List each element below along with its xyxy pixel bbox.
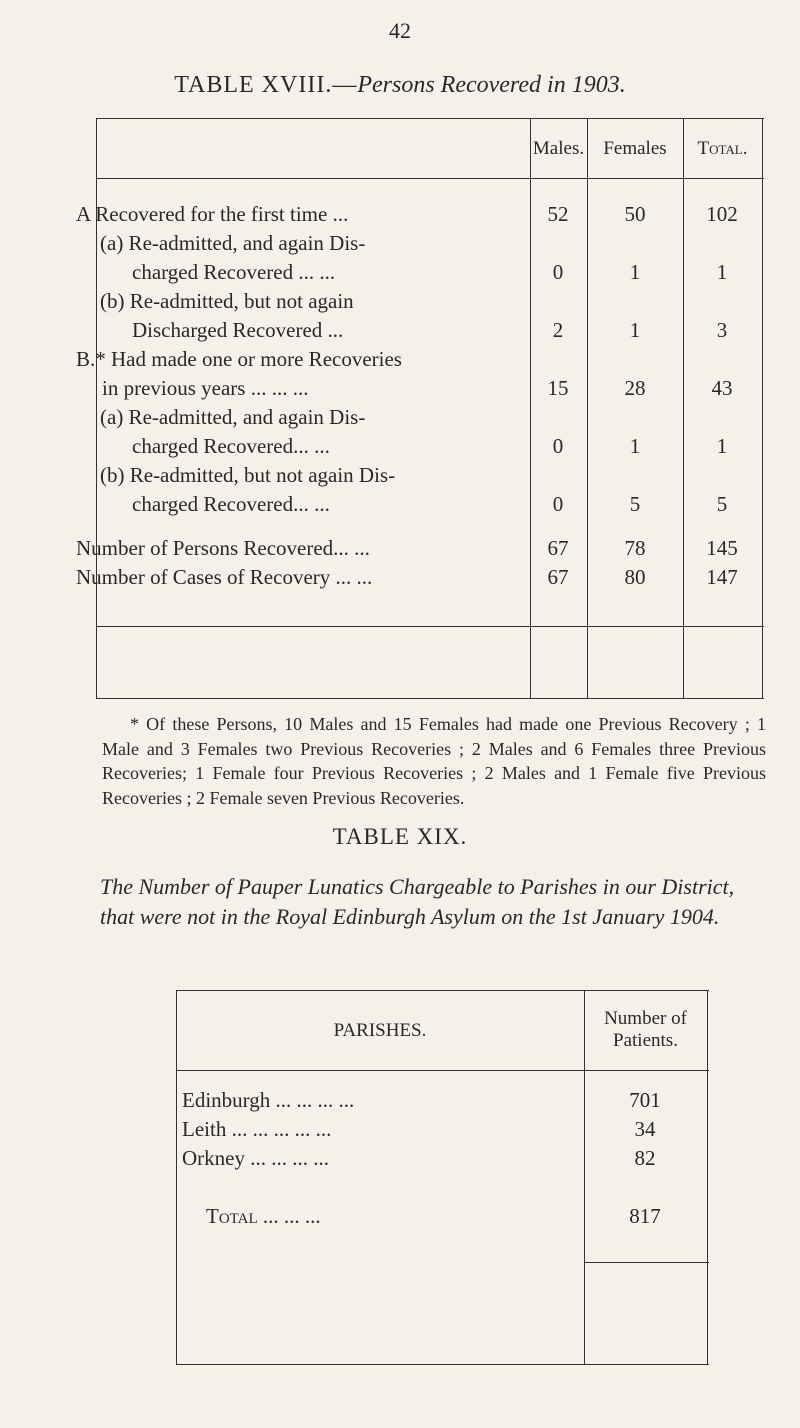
row-label: (b) Re-admitted, but not again Dis- — [100, 463, 396, 487]
total-label: Total ... ... ... — [206, 1204, 321, 1228]
page-number: 42 — [389, 18, 411, 43]
header-patients-line2: Patients. — [613, 1030, 678, 1051]
header-patients-line1: Number of — [604, 1008, 687, 1029]
cell-total: 147 — [706, 565, 738, 589]
parish-label: Leith ... ... ... ... ... — [182, 1117, 332, 1141]
cell-females: 50 — [624, 202, 646, 226]
cell-females: 1 — [629, 318, 641, 342]
cell-total: 102 — [706, 202, 738, 226]
header-females: Females — [603, 138, 667, 159]
cell-males: 15 — [547, 376, 569, 400]
row-label: charged Recovered... ... — [132, 492, 330, 516]
cell-males: 52 — [547, 202, 569, 226]
table-18-subtotal-rule — [96, 626, 764, 627]
cell-females: 28 — [624, 376, 646, 400]
cell-total: 43 — [711, 376, 733, 400]
table-19-title: TABLE XIX. — [332, 824, 468, 849]
table-18-col-rule-4 — [683, 118, 684, 698]
cell-males: 0 — [552, 492, 564, 516]
cell-patients: 34 — [634, 1117, 656, 1141]
table-18-header-rule — [96, 178, 764, 179]
table-19-col-rule-3 — [707, 990, 708, 1364]
row-label: Discharged Recovered ... — [132, 318, 344, 342]
table-19-top-rule — [176, 990, 709, 991]
cell-females: 5 — [629, 492, 641, 516]
cell-patients: 701 — [629, 1088, 661, 1112]
cell-females: 78 — [624, 536, 646, 560]
cell-males: 0 — [552, 434, 564, 458]
table-18 — [76, 118, 764, 703]
table-18-title-prefix: TABLE XVIII.— — [174, 72, 358, 98]
cell-males: 67 — [547, 565, 569, 589]
table-18-title-subject: Persons Recovered in 1903. — [357, 72, 626, 98]
parish-label: Edinburgh ... ... ... ... — [182, 1088, 355, 1112]
footnote-text: * Of these Persons, 10 Males and 15 Females had made one Previous Recovery ; 1 Male and 3 Females two Previous Recoveries ; 2 Males and 6 Females three Previous Recoveries; 1 Female four Previous Recoveries ; 2 Males and 1 Female five Previous Recoveries ; 2 Female seven Previous Recoveries. — [102, 714, 766, 808]
cell-total: 1 — [716, 260, 728, 284]
row-label: Number of Persons Recovered... ... — [76, 536, 370, 560]
row-label: charged Recovered... ... — [132, 434, 330, 458]
row-label: (a) Re-admitted, and again Dis- — [100, 231, 366, 255]
row-label: A Recovered for the first time ... — [76, 202, 349, 226]
parish-label: Orkney ... ... ... ... — [182, 1146, 329, 1170]
cell-patients: 82 — [634, 1146, 656, 1170]
row-label: in previous years ... ... ... — [102, 376, 309, 400]
row-label: (a) Re-admitted, and again Dis- — [100, 405, 366, 429]
table-19-col-rule-1 — [176, 990, 177, 1364]
table-18-title — [0, 72, 800, 99]
table-19-caption: The Number of Pauper Lunatics Chargeable to Parishes in our District, that were not in the Royal Edinburgh Asylum on the 1st January 1904. — [100, 874, 735, 929]
table-19 — [176, 990, 716, 1370]
table-18-top-rule — [96, 118, 764, 119]
cell-males: 67 — [547, 536, 569, 560]
table-19-bottom-rule — [176, 1364, 709, 1365]
cell-total: 3 — [716, 318, 728, 342]
table-19-total-rule — [584, 1262, 709, 1263]
cell-females: 1 — [629, 434, 641, 458]
row-label: Number of Cases of Recovery ... ... — [76, 565, 373, 589]
cell-males: 0 — [552, 260, 564, 284]
row-label: (b) Re-admitted, but not again — [100, 289, 354, 313]
cell-males: 2 — [552, 318, 564, 342]
cell-total: 145 — [706, 536, 738, 560]
cell-total-patients: 817 — [629, 1204, 661, 1228]
cell-total: 5 — [716, 492, 728, 516]
header-parishes: PARISHES. — [333, 1020, 427, 1041]
row-label: charged Recovered ... ... — [132, 260, 336, 284]
row-label: B.* Had made one or more Recoveries — [76, 347, 402, 371]
cell-total: 1 — [716, 434, 728, 458]
table-18-bottom-rule — [96, 698, 764, 699]
cell-females: 80 — [624, 565, 646, 589]
header-total: Total. — [697, 138, 748, 159]
table-18-footnote — [102, 712, 766, 810]
cell-females: 1 — [629, 260, 641, 284]
header-males: Males. — [532, 138, 585, 159]
table-19-header-rule — [176, 1070, 709, 1071]
table-18-col-rule-5 — [762, 118, 763, 698]
